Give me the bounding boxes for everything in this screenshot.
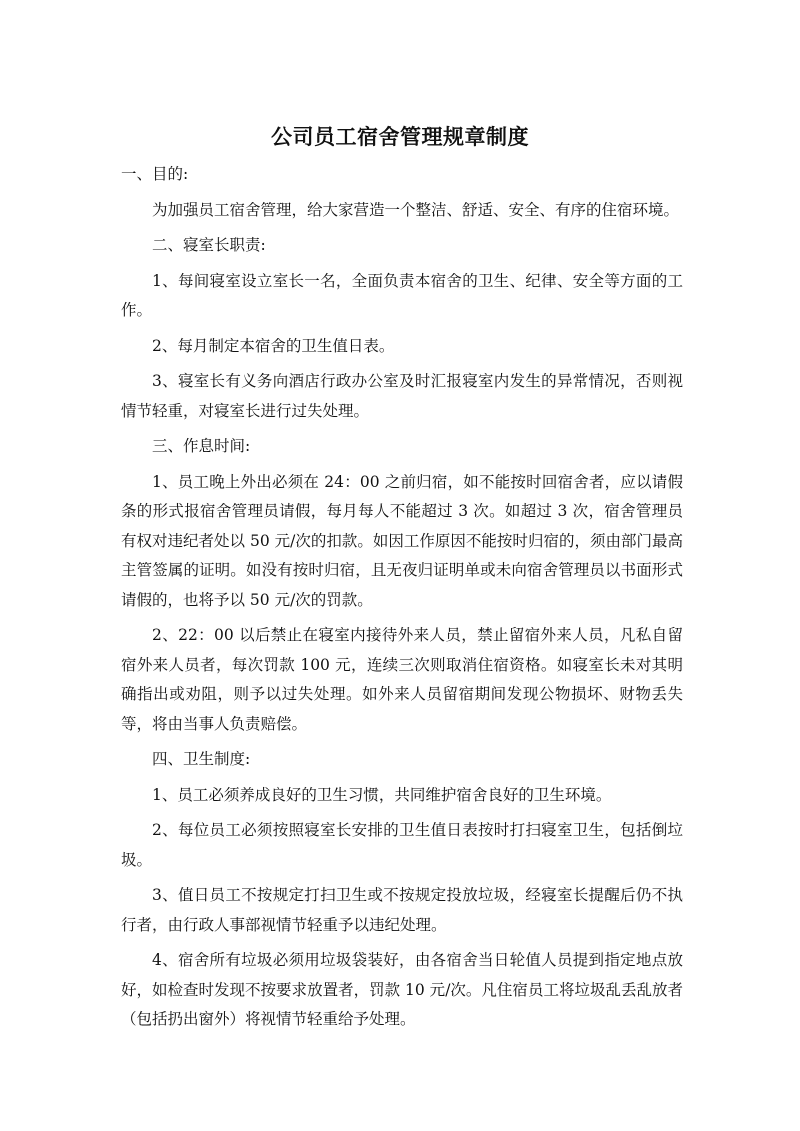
paragraph-room-leader-1: 1、每间寝室设立室长一名，全面负责本宿舍的卫生、纪律、安全等方面的工作。 [121,271,683,319]
paragraph-schedule-1: 1、员工晚上外出必须在 24：00 之前归宿，如不能按时回宿舍者，应以请假条的形式报宿舍管理员请假，每月每人不能超过 3 次。如超过 3 次，宿舍管理员有权对违纪者处以 50 元/次的扣款。如因工作原因不能按时归宿的，须由部门最高主管签属的证明。如没有按时归宿，且无夜归证明单或未向宿舍管理员以书面形式请假的，也将予以 50 元/次的罚款。 [121,472,683,609]
paragraph-hygiene-1: 1、员工必须养成良好的卫生习惯，共同维护宿舍良好的卫生环境。 [152,785,612,804]
paragraph-room-leader-2: 2、每月制定本宿舍的卫生值日表。 [152,336,395,355]
section-heading-hygiene: 四、卫生制度: [152,750,251,768]
paragraph-schedule-2: 2、22：00 以后禁止在寝室内接待外来人员，禁止留宿外来人员，凡私自留宿外来人员者，每次罚款 100 元，连续三次则取消住宿资格。如寝室长未对其明确指出或劝阻，则予以过失处理。如外来人员留宿期间发现公物损坏、财物丢失等，将由当事人负责赔偿。 [121,626,683,733]
section-heading-room-leader: 二、寝室长职责: [152,236,266,254]
document-body [121,160,683,1041]
section-heading-purpose: 一、目的: [121,165,189,183]
paragraph-hygiene-2: 2、每位员工必须按照寝室长安排的卫生值日表按时打扫寝室卫生，包括倒垃圾。 [121,821,683,869]
paragraph-hygiene-4: 4、宿舍所有垃圾必须用垃圾袋装好，由各宿舍当日轮值人员提到指定地点放好，如检查时发现不按要求放置者，罚款 10 元/次。凡住宿员工将垃圾乱丢乱放者（包括扔出窗外）将视情节轻重给予处理。 [121,951,683,1028]
document-title: 公司员工宿舍管理规章制度 [271,125,529,149]
section-heading-schedule: 三、作息时间: [152,437,251,455]
paragraph-hygiene-3: 3、值日员工不按规定打扫卫生或不按规定投放垃圾，经寝室长提醒后仍不执行者，由行政人事部视情节轻重予以违纪处理。 [121,886,683,934]
paragraph-purpose: 为加强员工宿舍管理，给大家营造一个整洁、舒适、安全、有序的住宿环境。 [152,200,680,219]
paragraph-room-leader-3: 3、寝室长有义务向酒店行政办公室及时汇报寝室内发生的异常情况，否则视情节轻重，对寝室长进行过失处理。 [121,372,683,420]
